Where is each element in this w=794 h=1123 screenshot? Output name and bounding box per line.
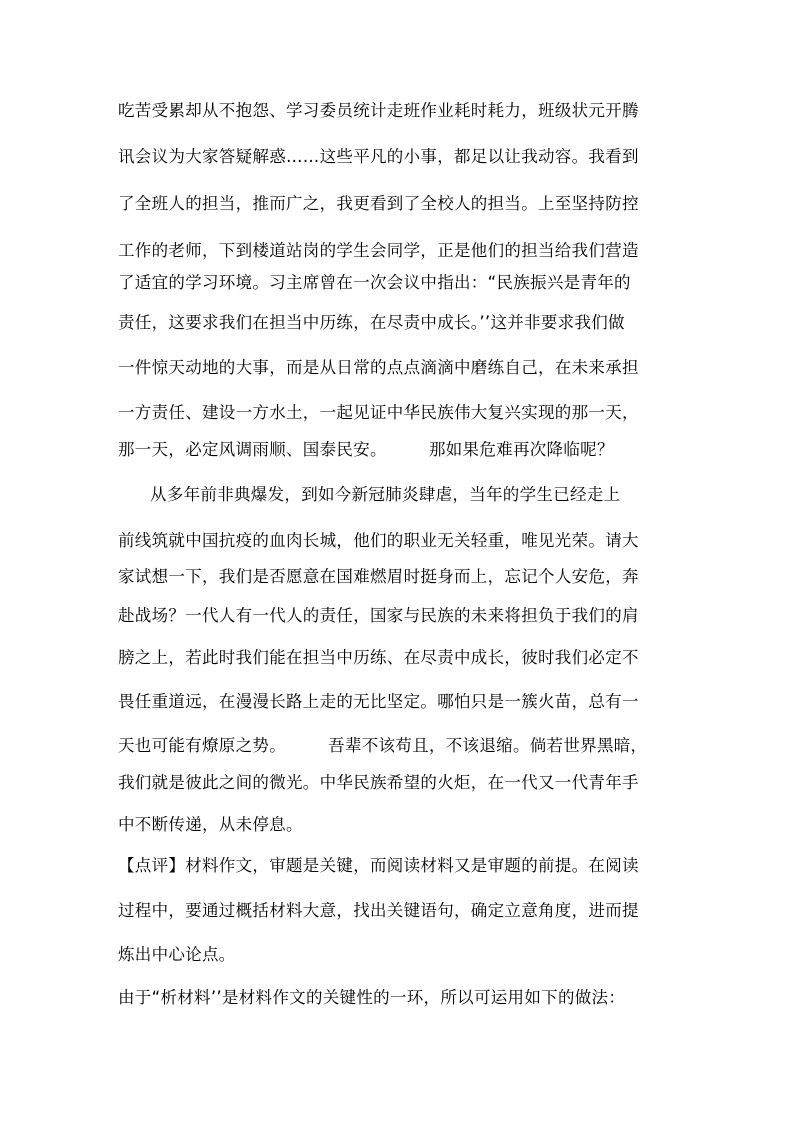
text-line: 从多年前非典爆发，到如今新冠肺炎肆虐，当年的学生已经走上	[150, 485, 621, 504]
text-line: 那一天，必定风调雨顺、国泰民安。 那如果危难再次降临呢？	[118, 440, 614, 459]
text-line: 中不断传递，从未停息。	[118, 815, 303, 834]
text-line: 我们就是彼此之间的微光。中华民族希望的火炬，在一代又一代青年手	[118, 773, 639, 792]
text-line: 膀之上，若此时我们能在担当中历练、在尽责中成长，彼时我们必定不	[118, 648, 639, 667]
text-line: 讯会议为大家答疑解惑……这些平凡的小事，都足以让我动容。我看到	[118, 147, 639, 166]
text-line: 前线筑就中国抗疫的血肉长城，他们的职业无关轻重，唯见光荣。请大	[118, 531, 639, 550]
text-line: 赴战场？一代人有一代人的责任，国家与民族的未来将担负于我们的肩	[118, 606, 639, 625]
text-line: 炼出中心论点。	[118, 945, 236, 964]
text-line: 一件惊天动地的大事，而是从日常的点点滴滴中磨练自己，在未来承担	[118, 358, 639, 377]
text-line: 责任，这要求我们在担当中历练，在尽责中成长。’’这并非要求我们做	[118, 313, 625, 332]
text-line: 了适宜的学习环境。习主席曾在一次会议中指出：“民族振兴是青年的	[118, 273, 631, 292]
text-line: 一方责任、建设一方水土，一起见证中华民族伟大复兴实现的那一天，	[118, 403, 639, 422]
text-line: 天也可能有燎原之势。 吾辈不该苟且，不该退缩。倘若世界黑暗，	[118, 736, 648, 755]
text-line: 家试想一下，我们是否愿意在国难燃眉时挺身而上，忘记个人安危，奔	[118, 567, 639, 586]
text-line: 过程中，要通过概括材料大意，找出关键语句，确定立意角度，进而提	[118, 901, 639, 920]
text-line: 畏任重道远，在漫漫长路上走的无比坚定。哪怕只是一簇火苗，总有一	[118, 692, 639, 711]
text-line: 吃苦受累却从不抱怨、学习委员统计走班作业耗时耗力，班级状元开腾	[118, 101, 639, 120]
text-line: 由于“析材料’’是材料作文的关键性的一环，所以可运用如下的做法：	[118, 988, 626, 1007]
text-line: 【点评】材料作文，审题是关键，而阅读材料又是审题的前提。在阅读	[118, 856, 639, 875]
text-line: 工作的老师，下到楼道站岗的学生会同学，正是他们的担当给我们营造	[118, 241, 639, 260]
text-line: 了全班人的担当，推而广之，我更看到了全校人的担当。上至坚持防控	[118, 194, 639, 213]
